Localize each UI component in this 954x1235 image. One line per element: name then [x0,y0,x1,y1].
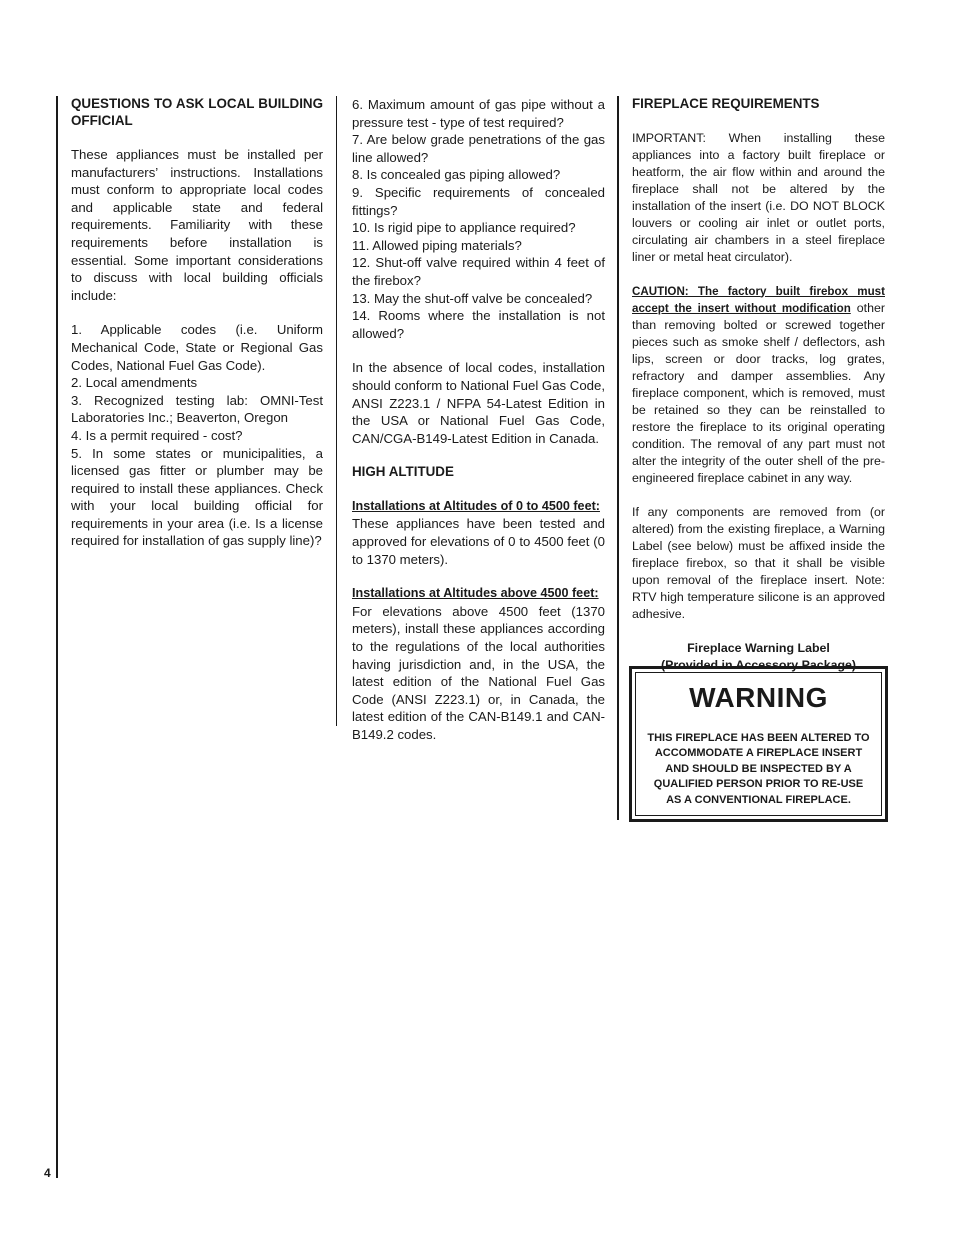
question-item: 13. May the shut-off valve be concealed? [352,290,593,306]
question-item: 5. In some states or municipalities, a licensed gas fitter or plumber may be required to install these appliances. Check with your local building official for requirements in your area (i.e. Is a license required for installation of gas supply line)? [71,445,323,549]
section-heading-high-altitude: HIGH ALTITUDE [352,464,454,480]
warning-label-caption-sub: (Provided in Accessory Package) [660,657,857,672]
column-1 [71,96,323,550]
high-altitude-text: For elevations above 4500 feet (1370 meters), install these appliances according to the regulations of the local authorities having jurisdiction and, in the USA, the latest edition of the National Fuel Gas Code (ANSI Z223.1) or, in Canada, the latest edition of the CAN-B149.1 and CAN-B149.2 codes. [352,603,605,742]
question-item: 11. Allowed piping materials? [352,237,522,253]
caution-paragraph [632,283,885,487]
column-3 [632,96,885,674]
question-item: 9. Specific requirements of concealed fittings? [352,184,605,218]
column-2 [352,96,605,744]
section-heading-questions: QUESTIONS TO ASK LOCAL BUILDING OFFICIAL [71,96,323,128]
question-item: 7. Are below grade penetrations of the gas line allowed? [352,132,605,165]
question-item: 14. Rooms where the installation is not allowed? [352,308,605,341]
question-item: 12. Shut-off valve required within 4 feet of the firebox? [352,255,605,288]
caution-text: other than removing bolted or screwed together pieces such as smoke shelf / deflectors, ash lips, screen or door tracks, log grates, refractory and damper assemblies. Any fireplace component, which is removed, must be retained so they can be reinstalled to restore the fireplace to its original operating condition. The removal of any part must not alter the integrity of the outer shell of the pre-engineered fireplace cabinet in any way. [632,300,885,485]
question-item: 1. Applicable codes (i.e. Uniform Mechanical Code, State or Regional Gas Codes, National Fuel Gas Code). [71,322,323,373]
page-number: 4 [44,1166,51,1180]
warning-label-inner-border [635,672,882,816]
column-divider-2 [617,96,619,820]
section-heading-fireplace-requirements: FIREPLACE REQUIREMENTS [632,96,820,111]
question-item: 4. Is a permit required - cost? [71,427,243,443]
caution-bold-text: CAUTION: The factory built firebox must accept the insert without modification [632,284,885,315]
components-paragraph: If any components are removed from (or altered) from the existing fireplace, a Warning Label (see below) must be affixed inside the fireplace firebox, so that it shall be visible upon removal of the fireplace insert. Note: RTV high temperature silicone is an approved adhesive. [632,504,885,621]
intro-paragraph: These appliances must be installed per manufacturers’ instructions. Installations must conform to appropriate local codes and applicable state and federal requirements. Familiarity with these requirements before installation is essential. Some important considerations to discuss with local building officials include: [71,147,323,303]
high-altitude-subheading: Installations at Altitudes above 4500 feet: [352,586,599,601]
warning-label-caption: Fireplace Warning Label [687,640,830,655]
important-paragraph: IMPORTANT: When installing these appliances into a factory built fireplace or heatform, the air flow within and around the fireplace shall not be altered by the installation of the insert (i.e. DO NOT BLOCK louvers or cooling air inlet or outlet ports, circulating air chambers in a steel fireplace liner or metal heat circulator). [632,130,885,264]
question-item: 10. Is rigid pipe to appliance required? [352,220,576,236]
warning-title: WARNING [689,682,828,713]
column-divider-1 [336,96,337,726]
low-altitude-subheading: Installations at Altitudes of 0 to 4500 feet: [352,498,600,513]
question-item: 8. Is concealed gas piping allowed? [352,167,561,183]
question-item: 3. Recognized testing lab: OMNI-Test Laboratories Inc.; Beaverton, Oregon [71,392,323,426]
local-codes-paragraph: In the absence of local codes, installation should conform to National Fuel Gas Code, ANSI Z223.1 / NFPA 54-Latest Edition in the USA or National Fuel Gas Code, CAN/CGA-B149-Latest Edition in Canada. [352,360,605,446]
question-item: 6. Maximum amount of gas pipe without a pressure test - type of test required? [352,97,605,130]
question-item: 2. Local amendments [71,375,198,391]
warning-text: THIS FIREPLACE HAS BEEN ALTERED TO ACCOMMODATE A FIREPLACE INSERT AND SHOULD BE INSPECTED BY A QUALIFIED PERSON PRIOR TO RE-USE AS A CONVENTIONAL FIREPLACE. [647,732,870,806]
low-altitude-text: These appliances have been tested and approved for elevations of 0 to 4500 feet (0 to 1370 meters). [352,516,605,567]
warning-label [629,666,888,822]
left-margin-rule [56,96,58,1178]
